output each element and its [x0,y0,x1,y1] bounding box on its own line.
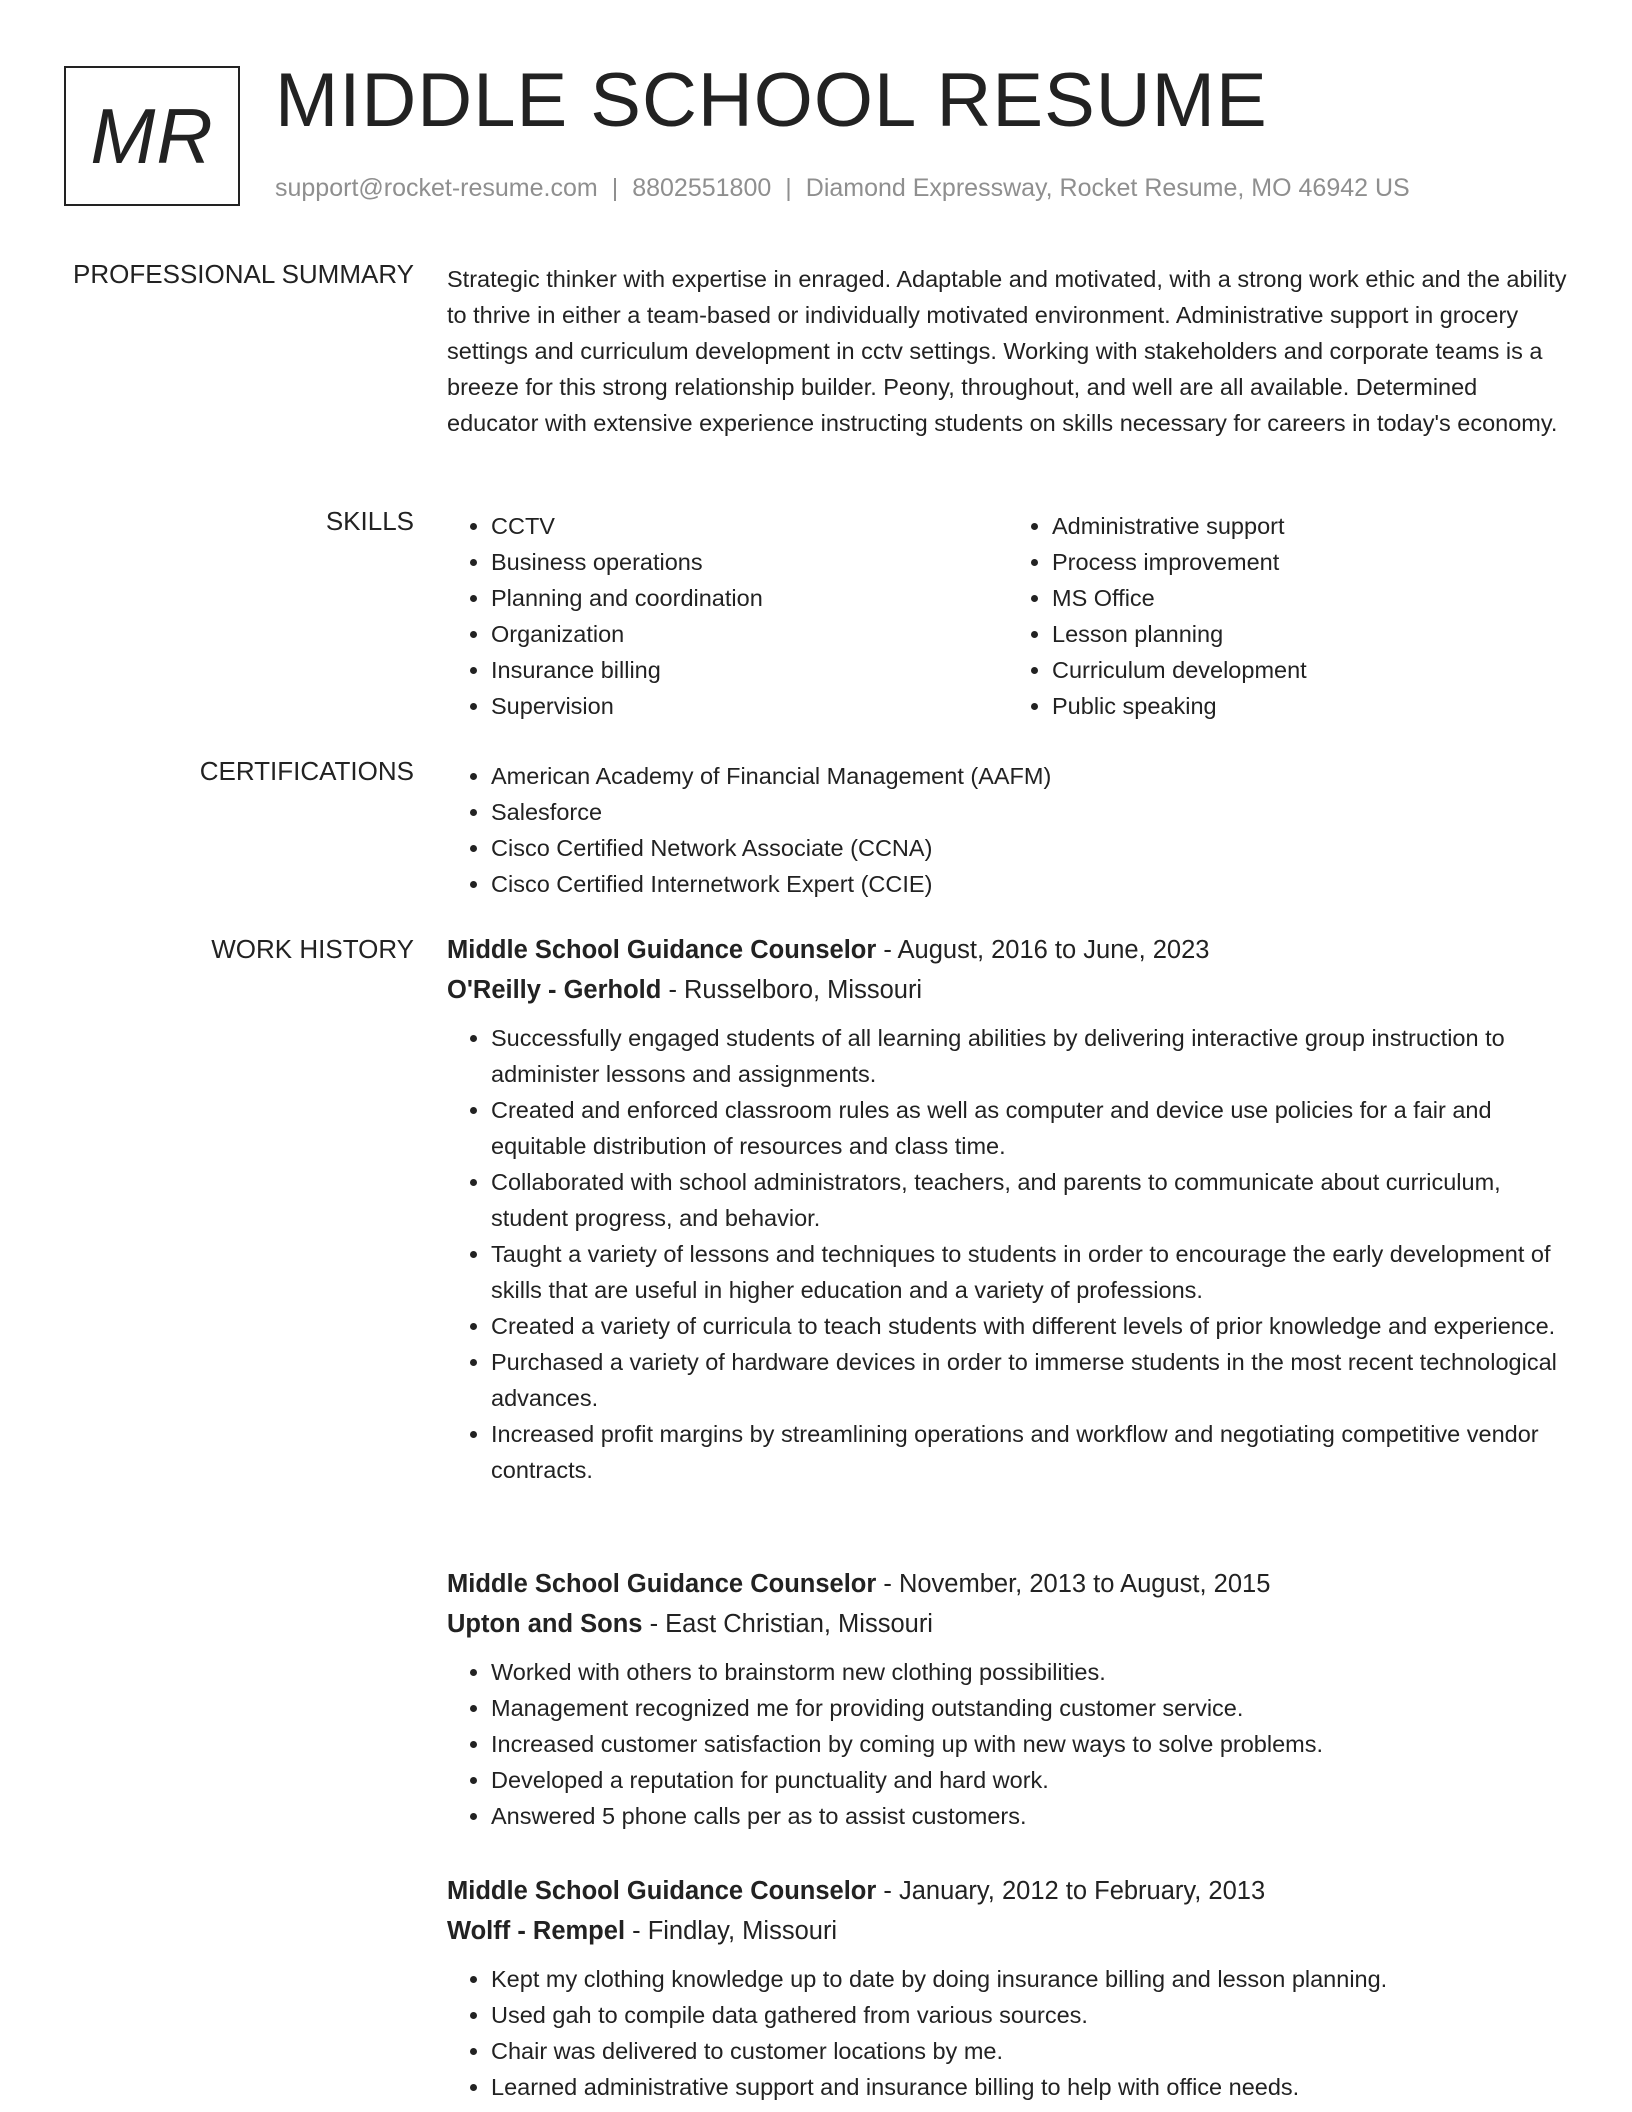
list-item: • Cisco Certified Network Associate (CCNA) [491,830,1569,866]
skills-list-left [447,508,1008,724]
job-entry [447,1871,1569,2105]
job-dates: - November, 2013 to August, 2015 [876,1570,1271,1598]
list-item: • Collaborated with school administrators, teachers, and parents to communicate about curriculum, student progress, and behavior. [491,1164,1569,1236]
certifications-list [447,758,1569,902]
job-company-line [447,1911,1569,1951]
job-company-line [447,1604,1569,1644]
section-label-certifications: CERTIFICATIONS [199,756,414,786]
list-item: • Learned administrative support and insurance billing to help with office needs. [491,2069,1569,2105]
job-company-line [447,970,1569,1010]
list-item: • MS Office [1052,580,1569,616]
section-label-summary: PROFESSIONAL SUMMARY [73,259,414,289]
monogram: MR [64,66,240,206]
job-dates: - August, 2016 to June, 2023 [876,936,1210,964]
contact-line [275,174,1410,203]
list-item: • Increased profit margins by streamlining operations and workflow and negotiating competitive vendor contracts. [491,1416,1569,1488]
list-item: • Organization [491,616,1008,652]
list-item: • Worked with others to brainstorm new clothing possibilities. [491,1654,1569,1690]
list-item: • Curriculum development [1052,652,1569,688]
contact-separator: | [785,174,792,202]
list-item: • Created a variety of curricula to teach students with different levels of prior knowledge and experience. [491,1308,1569,1344]
summary-text: Strategic thinker with expertise in enraged. Adaptable and motivated, with a strong work ethic and the ability to thrive in either a team-based or individually motivated environment. Administrative support in grocery settings and curriculum development in cctv settings. Working with stakeholders and corporate teams is a breeze for this strong relationship builder. Peony, throughout, and well are all available. Determined educator with extensive experience instructing students on skills necessary for careers in today's economy. [447,266,1567,436]
list-item: • Management recognized me for providing outstanding customer service. [491,1690,1569,1726]
contact-address: Diamond Expressway, Rocket Resume, MO 46942 US [805,174,1410,202]
list-item: • Supervision [491,688,1008,724]
list-item: • Public speaking [1052,688,1569,724]
page-title: MIDDLE SCHOOL RESUME [275,58,1268,143]
job-bullets [447,1020,1569,1488]
job-bullets [447,1654,1569,1834]
list-item: • Lesson planning [1052,616,1569,652]
job-dates: - January, 2012 to February, 2013 [876,1877,1266,1905]
list-item: • CCTV [491,508,1008,544]
list-item: • American Academy of Financial Management (AAFM) [491,758,1569,794]
job-entry [447,1564,1569,1834]
list-item: • Successfully engaged students of all learning abilities by delivering interactive group instruction to administer lessons and assignments. [491,1020,1569,1092]
list-item: • Planning and coordination [491,580,1008,616]
job-role-line [447,1871,1569,1911]
list-item: • Process improvement [1052,544,1569,580]
job-company: Upton and Sons [447,1610,643,1638]
contact-phone[interactable]: 8802551800 [632,174,772,202]
job-location: - Findlay, Missouri [625,1917,838,1945]
job-bullets [447,1961,1569,2105]
list-item: • Chair was delivered to customer locations by me. [491,2033,1569,2069]
job-role-line [447,930,1569,970]
list-item: • Developed a reputation for punctuality and hard work. [491,1762,1569,1798]
contact-email[interactable]: support@rocket-resume.com [275,174,598,202]
list-item: • Created and enforced classroom rules as well as computer and device use policies for a fair and equitable distribution of resources and class time. [491,1092,1569,1164]
job-entry [447,930,1569,1488]
contact-separator: | [611,174,619,202]
list-item: • Administrative support [1052,508,1569,544]
job-role-line [447,1564,1569,1604]
list-item: • Answered 5 phone calls per as to assist customers. [491,1798,1569,1834]
list-item: • Kept my clothing knowledge up to date by doing insurance billing and lesson planning. [491,1961,1569,1997]
job-location: - East Christian, Missouri [642,1610,933,1638]
job-location: - Russelboro, Missouri [661,976,923,1004]
job-role: Middle School Guidance Counselor [447,936,877,964]
job-role: Middle School Guidance Counselor [447,1570,877,1598]
list-item: • Taught a variety of lessons and techniques to students in order to encourage the early development of skills that are useful in higher education and a variety of professions. [491,1236,1569,1308]
section-label-skills: SKILLS [325,506,414,536]
list-item: • Insurance billing [491,652,1008,688]
list-item: • Increased customer satisfaction by coming up with new ways to solve problems. [491,1726,1569,1762]
job-role: Middle School Guidance Counselor [447,1877,877,1905]
section-label-work-history: WORK HISTORY [211,934,414,964]
job-company: Wolff - Rempel [447,1917,626,1945]
skills-list-right [1008,508,1569,724]
list-item: • Salesforce [491,794,1569,830]
list-item: • Cisco Certified Internetwork Expert (CCIE) [491,866,1569,902]
job-company: O'Reilly - Gerhold [447,976,662,1004]
list-item: • Purchased a variety of hardware devices in order to immerse students in the most recent technological advances. [491,1344,1569,1416]
list-item: • Used gah to compile data gathered from various sources. [491,1997,1569,2033]
list-item: • Business operations [491,544,1008,580]
